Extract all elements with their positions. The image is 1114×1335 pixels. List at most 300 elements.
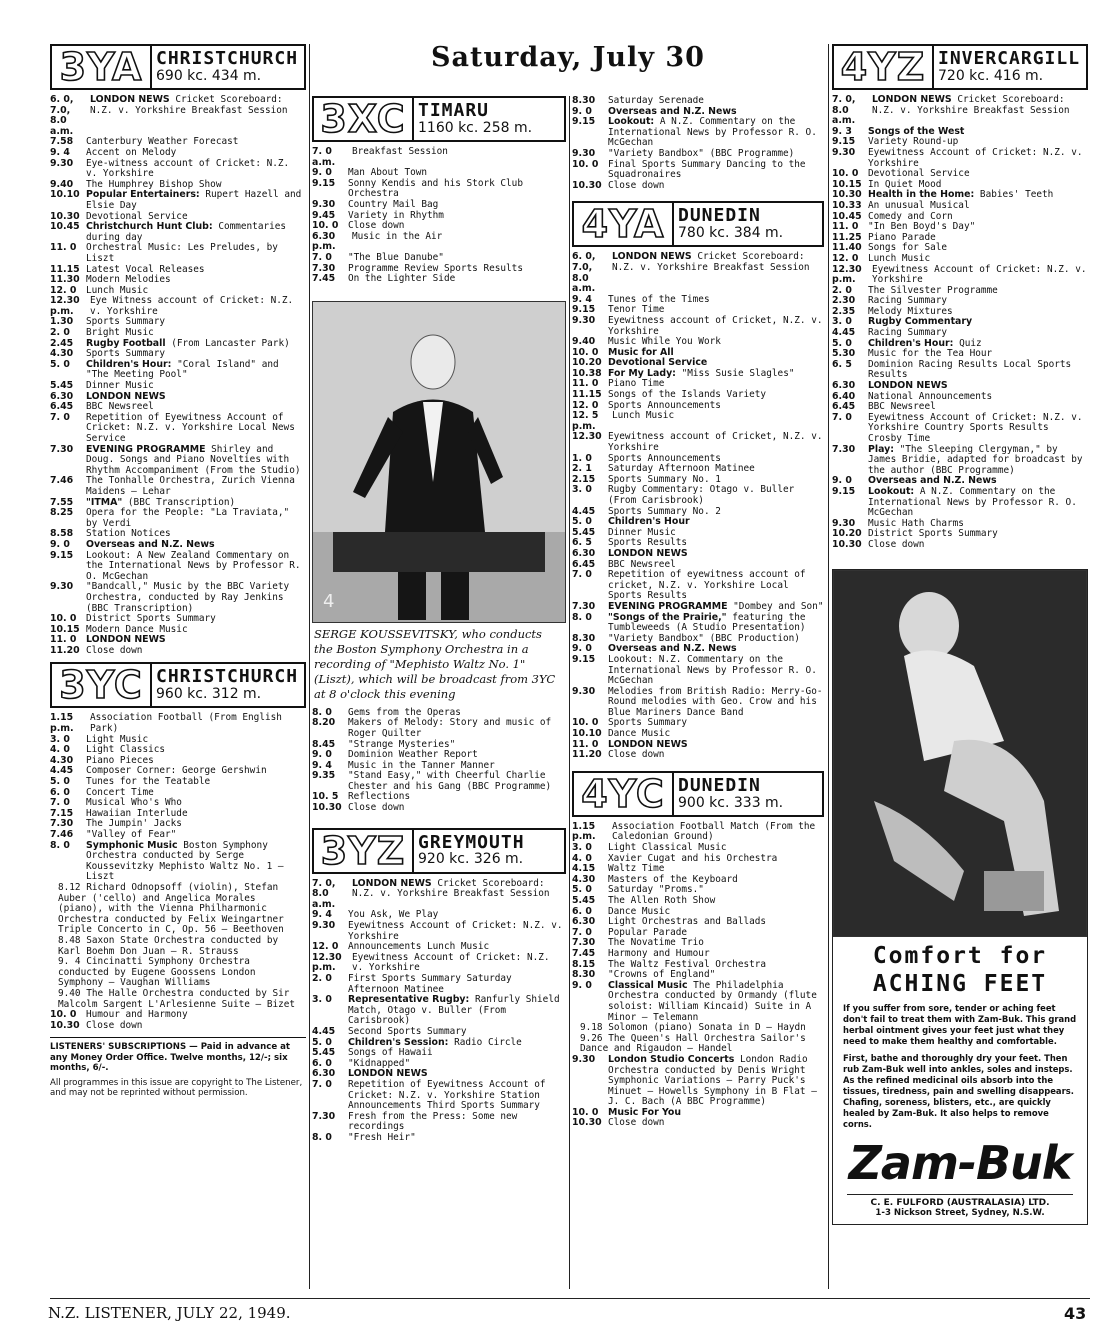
programme-text: First Sports Summary Saturday Afternoon Matinee [348,973,512,995]
programme-text: Association Football Match (From the Caledonian Ground) [612,820,816,843]
programme-text: Close down [608,749,665,761]
programme-time: 10.15 [50,623,80,635]
programme-text: Light Classics [86,744,166,756]
programme-time: 9.30 [572,314,596,326]
programme-time: 8. 0 [50,839,70,851]
station-banner-3xc [312,96,566,142]
conductor-illustration [313,302,565,622]
programme-highlight: LONDON NEWS [90,94,170,105]
programme-item [50,243,306,264]
programme-text: Lunch Music [86,284,149,296]
programme-item [832,540,1088,551]
programme-time: 10. 0 [572,346,599,358]
programme-time: 7.30 [572,937,596,949]
programme-time [50,957,58,989]
programme-highlight: LONDON NEWS [86,634,166,646]
programme-text: Modern Dance Music [86,623,188,635]
programme-text: Accent on Melody [86,146,177,158]
programme-highlight: Devotional Service [608,357,708,369]
programme-time: 6. 0 [572,905,592,917]
programme-text: Repetition of Eyewitness Account of Cricket: N.Z. v. Yorkshire Station Announcements Third Sports Summary [348,1078,546,1112]
station-frequency: 920 kc. 326 m. [418,851,524,868]
programme-time: 10. 0 [832,168,859,180]
programme-time: 8.30 [572,632,596,644]
programme-text: "Kidnapped" [348,1057,411,1069]
programme-text: Close down [608,1117,665,1129]
station-banner-4yc [572,771,824,817]
programme-time: 7.15 [50,807,74,819]
programme-description [608,570,824,602]
programme-item [572,750,824,761]
programme-time: 6.30 [832,380,856,392]
programme-text: featuring the Tumbleweeds (A Studio Presentation) [608,611,806,634]
programme-description [608,181,824,192]
programme-description [868,445,1088,477]
programme-text: The Philadelphia Orchestra conducted by Ormandy (flute soloist: William Kincaid) Suite in A Minor — Telemann [608,979,817,1023]
ad-body-2: First, bathe and thoroughly dry your feet. Then rub Zam-Buk well into ankles, soles and insteps. As the refined medicinal oils absorb into the tissues, tiredness, pain and swelling disappears. Chafing, soreness, blisters, etc., are quickly healed by Zam-Buk. It also helps to remove corns. [843,1052,1074,1129]
programme-time [50,883,58,936]
programme-description [86,582,306,614]
programme-text: 9.26 The Queen's Hall Orchestra Sailor's Dance and Rigaudon — Handel [580,1032,806,1055]
programme-time: 9.15 [832,485,856,497]
programme-item [312,1080,566,1112]
programme-description [352,232,566,253]
ad-company: C. E. FULFORD (AUSTRALASIA) LTD. [847,1194,1073,1208]
programme-description [348,179,566,200]
programme-description [868,540,1088,551]
programme-highlight: Overseas and N.Z. News [86,538,215,550]
programme-time: 4.45 [572,505,596,517]
programme-list-3ya [50,95,306,656]
programme-text: Fresh from the Press: Some new recordings [348,1110,518,1133]
programme-description [348,274,566,285]
programme-text: The Humphrey Bishop Show [86,178,222,190]
programme-text: 8.48 Saxon State Orchestra conducted by Karl Boehm Don Juan — R. Strauss [58,934,279,957]
programme-time: 10.30 [832,538,862,550]
programme-text: District Sports Summary [86,613,216,625]
station-call-sign: 4YC [581,771,665,816]
programme-time: 4.15 [572,863,596,875]
programme-time: 10.33 [832,199,862,211]
programme-time: 10.45 [50,221,80,233]
column-1 [50,44,306,1099]
programme-time: 9. 0 [312,749,332,761]
programme-highlight: Children's Hour: [86,358,172,370]
programme-time: 9.30 [312,920,336,932]
programme-item [832,95,1088,127]
programme-item [312,232,566,253]
programme-highlight: Rugby Commentary [868,316,973,328]
programme-text: Sports Announcements [608,399,721,411]
programme-text: Dominion Weather Report [348,749,478,761]
programme-highlight: Popular Entertainers: [86,189,200,201]
programme-time: 7.46 [50,475,74,487]
station-city: TIMARU [418,99,490,121]
programme-highlight: Symphonic Music [86,839,178,851]
programme-item [312,995,566,1027]
programme-time: 9.30 [572,685,596,697]
programme-description [86,222,306,243]
programme-text: Harmony and Humour [608,947,710,959]
programme-highlight: LONDON NEWS [348,1068,428,1080]
programme-time: 10.30 [572,1117,602,1129]
programme-highlight: Overseas and N.Z. News [608,105,737,117]
programme-time: 9.30 [572,147,596,159]
programme-text: "Variety Bandbox" (BBC Production) [608,632,800,644]
programme-description [608,613,824,634]
programme-text: Racing Summary [868,327,948,339]
programme-highlight: Rugby Football [86,337,166,349]
programme-description [90,713,306,734]
programme-text: Modern Melodies [86,274,171,286]
programme-description [86,243,306,264]
programme-item [50,1021,306,1032]
programme-time [572,1023,580,1034]
programme-highlight: Christchurch Hunt Club: [86,221,213,233]
programme-text: "Valley of Fear" [86,829,177,840]
programme-time: 4.30 [572,873,596,885]
programme-text: Light Orchestras and Ballads [608,916,767,928]
programme-time: 9.30 [832,517,856,529]
programme-time: 7.30 [50,818,74,830]
programme-description [86,476,306,497]
subscriptions-notice [50,1037,306,1099]
programme-text: Second Sports Summary [348,1025,467,1037]
programme-text: Light Classical Music [608,842,727,854]
programme-description [86,646,306,657]
programme-time: 9.30 [312,198,336,210]
programme-description [608,687,824,719]
programme-text: Lunch Music [868,252,931,264]
programme-text: Devotional Service [868,168,970,180]
programme-highlight: LONDON NEWS [872,94,952,105]
programme-time: 8.45 [312,738,336,750]
programme-description [58,989,306,1010]
programme-description [90,95,306,137]
programme-time: 11.40 [832,242,862,254]
programme-time: 5. 0 [832,337,852,349]
programme-description [608,1055,824,1108]
programme-text: Racing Summary [868,295,948,307]
programme-text: Close down [868,538,925,550]
programme-item [50,713,306,734]
station-city: CHRISTCHURCH [156,666,299,688]
programme-text: Repetition of Eyewitness Account of Cricket: N.Z. v. Yorkshire Local News Service [86,411,295,444]
programme-time: 5. 0 [312,1036,332,1048]
programme-text: 8.12 Richard Odnopsoff (violin), Stefan Auber ('cello) and Angelica Morales (piano), with the Vienna Philharmonic Orchestra conducted by Felix Weingartner Triple Concerto in C, Op. 56 — Beethoven [58,881,284,936]
programme-text: Rugby Commentary: Otago v. Buller (From Carisbrook) [608,484,795,506]
programme-time: 2. 0 [832,284,852,296]
programme-time: 9. 4 [50,146,70,158]
programme-text: Sports Summary [608,717,688,729]
programme-list-3yz [312,879,566,1144]
programme-text: Xavier Cugat and his Orchestra [608,852,778,864]
programme-time: 9. 0 [572,643,592,655]
programme-highlight: Children's Hour [608,516,690,528]
programme-text: Music in the Tanner Manner [348,759,495,771]
programme-text: Songs of the Islands Variety [608,389,767,401]
programme-highlight: Songs of the West [868,125,965,137]
programme-item [50,989,306,1010]
programme-time: 7.58 [50,136,74,148]
programme-text: Tunes of the Times [608,293,710,305]
station-frequency: 690 kc. 434 m. [156,67,262,84]
programme-text: Sports Results [608,537,688,549]
programme-text: The Tonhalle Orchestra, Zurich Vienna Maidens — Lehar [86,475,295,497]
zam-buk-logo: Zam-Buk [848,1135,1072,1190]
programme-description [580,1034,824,1055]
page-number: 43 [1064,1304,1087,1323]
programme-text: Babies' Teeth [979,189,1054,201]
programme-time: 6. 0 [312,1057,332,1069]
station-frequency: 780 kc. 384 m. [678,225,784,242]
programme-text: Music Hath Charms [868,517,964,529]
station-call-sign: 3YA [59,45,143,89]
programme-text: Sports Summary [86,316,166,328]
programme-time: 10.20 [832,528,862,540]
programme-description [348,1133,566,1144]
programme-text: Eyewitness Account of Cricket: N.Z. v. Yorkshire [868,146,1083,169]
programme-text: The Waltz Festival Orchestra [608,958,767,970]
programme-time: 7. 0 [50,797,70,809]
programme-text: Songs of Hawaii [348,1047,433,1059]
programme-time: 11. 0 [50,242,77,254]
programme-time: 9.30 [832,146,856,158]
programme-item [572,432,824,453]
programme-text: Eyewitness account of Cricket, N.Z. v. Yorkshire [608,431,823,454]
programme-time: 5.30 [832,348,856,360]
programme-text: Waltz Time [608,863,665,875]
programme-time: 4.45 [312,1025,336,1037]
programme-time: 9.30 [50,157,74,169]
programme-time: 6. 5 [572,537,592,549]
programme-time: 5.45 [312,1047,336,1059]
station-city: GREYMOUTH [418,831,525,853]
programme-time: 9.15 [312,177,336,189]
programme-item [572,655,824,687]
zam-buk-advertisement [832,569,1088,1225]
programme-text: Close down [348,802,405,814]
programme-description [86,190,306,211]
programme-text: Piano Time [608,378,665,390]
programme-item [572,1034,824,1055]
programme-highlight: "Songs of the Prairie," [608,611,727,623]
programme-description [86,159,306,180]
programme-item [572,401,824,412]
programme-item [832,445,1088,477]
programme-text: Repetition of eyewitness account of cricket, N.Z. v. Yorkshire Local Sports Results [608,569,806,602]
programme-text: Music While You Work [608,336,721,348]
programme-time: 10.30 [50,1019,80,1031]
programme-time: 12.30 p.m. [50,295,80,317]
programme-time: 9. 3 [832,125,852,137]
programme-time: 9.15 [572,116,596,128]
photo-caption: SERGE KOUSSEVITSKY, who conducts the Boston Symphony Orchestra in a recording of "Mephisto Waltz No. 1" (Liszt), which will be broadcast from 3YC at 8 o'clock this evening [314,626,556,701]
programme-description [608,117,824,149]
programme-time: 10.30 [572,179,602,191]
programme-text: Station Notices [86,528,171,540]
programme-time: 8.30 [572,96,596,106]
programme-text: Shirley and Doug. Songs and Piano Novelties with Rhythm Accompaniment (From the Studio) [86,443,301,476]
programme-text: Humour and Harmony [86,1009,188,1021]
station-call-sign: 3YZ [320,828,406,873]
programme-time: 12.30 [572,431,602,443]
programme-text: Light Music [86,733,149,745]
programme-time: 11.30 [50,274,80,286]
programme-time: 12. 0 [50,284,77,296]
programme-text: Makers of Melody: Story and music of Roger Quilter [348,717,552,739]
programme-item [312,879,566,911]
programme-time: 8. 0 [572,611,592,623]
programme-time: 4.45 [832,327,856,339]
programme-text: Breakfast Session [352,146,448,157]
programme-time: 2.45 [50,337,74,349]
programme-text: Sports Summary [86,348,166,360]
programme-text: National Announcements [868,390,993,402]
programme-time: 9. 0 [312,167,332,179]
programme-highlight: Music For You [608,1106,682,1118]
programme-time: 7. 0, 8.0 a.m. [312,877,336,910]
programme-description [872,95,1088,127]
programme-text: 9.40 The Halle Orchestra conducted by Sir Malcolm Sargent L'Arlesienne Suite — Bizet [58,987,296,1010]
programme-text: Close down [348,220,405,232]
programme-item [572,117,824,149]
programme-time: 7.46 [50,829,74,840]
programme-time: 1.30 [50,316,74,328]
programme-description [86,413,306,445]
programme-description [348,718,566,739]
programme-text: 9. 4 Cincinatti Symphony Orchestra conducted by Eugene Goossens London Symphony — Vaughan Williams [58,956,256,989]
programme-highlight: "ITMA" [86,496,123,508]
programme-time: 8.58 [50,528,74,540]
programme-highlight: Play: [868,443,894,455]
programme-text: "Dombey and Son" [733,600,824,612]
programme-highlight: LONDON NEWS [608,547,688,559]
programme-time: 11.15 [50,263,80,275]
programme-text: Rupert Hazell and Elsie Day [86,189,302,211]
svg-text:4: 4 [323,590,335,612]
programme-time: 8. 0 [312,706,332,718]
programme-item [50,582,306,614]
programme-text: Association Football (From English Park) [90,712,282,735]
programme-description [86,1021,306,1032]
programme-time: 6.30 [312,1068,336,1080]
programme-time: 7.30 [50,443,74,455]
column-rule [828,44,829,1289]
programme-text: Songs for Sale [868,242,948,254]
programme-time: 5.45 [572,526,596,538]
programme-description [612,822,824,843]
programme-time: 10.10 [50,189,80,201]
programme-item [572,411,824,432]
programme-time: 7.30 [312,1110,336,1122]
programme-time: 8.15 [572,958,596,970]
programme-time: 9.15 [50,549,74,561]
copyright-text: All programmes in this issue are copyright to The Listener, and may not be reprinted without permission. [50,1077,303,1099]
programme-text: Dance Music [608,728,671,740]
programme-description [58,883,306,936]
programme-description [86,445,306,477]
programme-text: Orchestral Music: Les Preludes, by Liszt [86,242,278,264]
programme-text: Music in the Air [352,230,443,242]
programme-time: 1. 0 [572,452,592,464]
programme-text: BBC Newsreel [608,558,676,570]
programme-time: 7.45 [312,273,336,285]
programme-time: 2. 1 [572,463,592,475]
programme-time: 9.40 [572,336,596,348]
programme-time: 1.15 p.m. [50,712,74,735]
programme-time: 10.30 [832,189,862,201]
programme-text: Announcements Lunch Music [348,941,490,953]
programme-list-3xc-continued [572,96,824,191]
programme-text: Piano Pieces [86,754,154,766]
programme-time: 9.15 [832,136,856,148]
programme-time: 7.45 [572,947,596,959]
programme-time: 6. 0 [50,786,70,798]
programme-time: 5. 0 [572,884,592,896]
programme-description [608,485,824,506]
programme-time: 2.30 [832,295,856,307]
programme-description [868,413,1088,445]
programme-time: 10.30 [50,210,80,222]
programme-item [312,718,566,739]
ad-photo [833,570,1087,937]
programme-time: 9. 4 [312,759,332,771]
programme-item [572,981,824,1023]
programme-description [608,750,824,761]
programme-time: 3. 0 [832,316,852,328]
programme-time: 7. 0 [832,411,852,423]
column-3 [572,96,824,1129]
programme-text: Close down [608,179,665,191]
programme-time: 6.30 [50,390,74,402]
programme-time [50,936,58,957]
programme-text: "Strange Mysteries" [348,738,456,750]
programme-text: "Variety Bandbox" (BBC Programme) [608,147,795,159]
programme-description [868,487,1088,519]
programme-highlight: London Studio Concerts [608,1053,735,1065]
programme-item [312,1112,566,1133]
column-4 [832,44,1088,1225]
station-city: DUNEDIN [678,205,761,227]
programme-text: Lookout: A New Zealand Commentary on the International News by Professor R. O. McGechan [86,549,301,582]
programme-text: Reflections [348,791,411,803]
programme-time: 7.30 [312,262,336,274]
programme-time: 10. 0 [50,1009,77,1021]
programme-time: 5. 0 [50,776,70,788]
programme-text: Eye Witness account of Cricket: N.Z. v. Yorkshire [90,295,294,317]
ad-headline-1: Comfort for [872,942,1048,969]
programme-item [572,1055,824,1108]
programme-text: Lookout: N.Z. Commentary on the International News by Professor R. O. McGechan [608,653,817,687]
programme-time: 9. 4 [312,909,332,921]
programme-time: 10.20 [572,357,602,369]
programme-text: London Radio Orchestra conducted by Denis Wright Symphonic Variations — Parry Puck's Minuet — Howells Symphony in B Flat — J. C. Bach (A BBC Programme) [608,1053,817,1108]
programme-description [58,936,306,957]
programme-highlight: Health in the Home: [868,189,975,201]
programme-time: 7. 0 [572,926,592,938]
programme-time: 11.15 [572,389,602,401]
programme-highlight: Representative Rugby: [348,994,470,1006]
programme-item [312,771,566,792]
programme-time: 9.30 [50,581,74,593]
programme-highlight: Classical Music [608,979,688,991]
programme-time: 3. 0 [50,733,70,745]
programme-text: "Bandcall," Music by the BBC Variety Orchestra, conducted by Ray Jenkins (BBC Transcription) [86,581,290,614]
ad-headline-2: ACHING FEET [872,970,1048,997]
programme-text: "The Sleeping Clergyman," by James Bridie, adapted for broadcast by the author (BBC Programme) [868,443,1083,476]
programme-text: Saturday Serenade [608,96,704,106]
